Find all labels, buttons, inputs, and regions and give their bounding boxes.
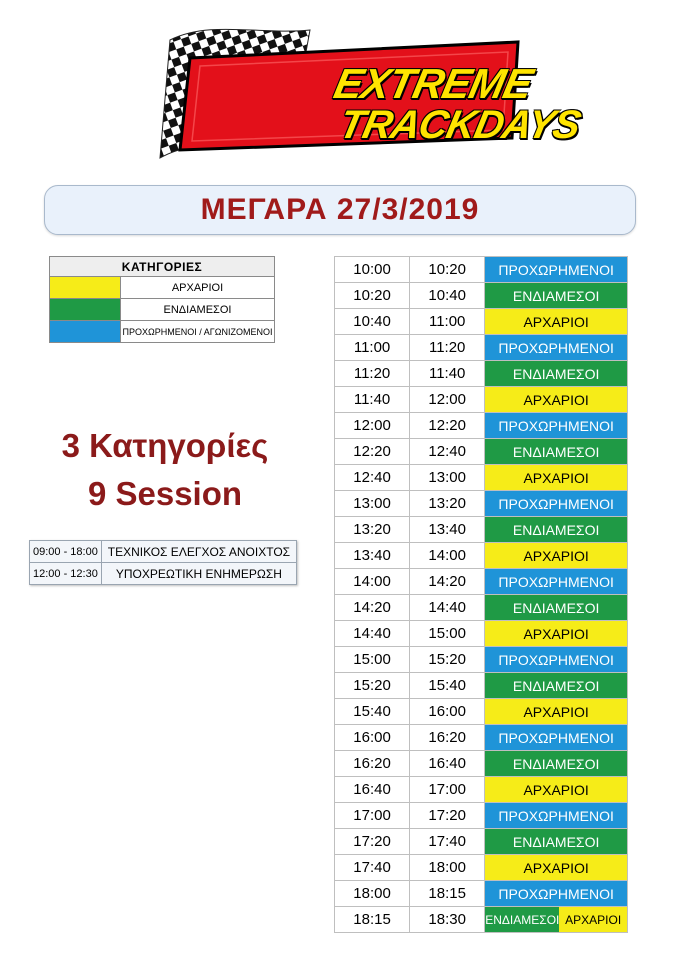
session-start: 15:20 (335, 673, 410, 699)
title-bar (44, 185, 636, 235)
session-end: 14:00 (410, 543, 485, 569)
session-end: 17:00 (410, 777, 485, 803)
session-category: ΠΡΟΧΩΡΗΜΕΝΟΙ (485, 569, 628, 595)
schedule-row (335, 829, 628, 855)
session-end: 13:20 (410, 491, 485, 517)
session-end: 10:40 (410, 283, 485, 309)
legend-swatch-advanced (50, 321, 121, 343)
session-category: ΕΝΔΙΑΜΕΣΟΙ (485, 595, 628, 621)
session-start: 15:00 (335, 647, 410, 673)
schedule-row (335, 439, 628, 465)
schedule-row (335, 881, 628, 907)
extreme-trackdays-logo (140, 20, 584, 165)
info-text: ΤΕΧΝΙΚΟΣ ΕΛΕΓΧΟΣ ΑΝΟΙΧΤΟΣ (101, 541, 296, 563)
logo-word-extreme: EXTREME (330, 60, 537, 107)
session-end: 12:40 (410, 439, 485, 465)
session-start: 16:40 (335, 777, 410, 803)
schedule-row (335, 569, 628, 595)
info-table (29, 540, 297, 585)
schedule-row (335, 751, 628, 777)
session-end: 15:20 (410, 647, 485, 673)
session-category: ΑΡΧΑΡΙΟΙ (485, 309, 628, 335)
schedule-row (335, 517, 628, 543)
schedule-row (335, 673, 628, 699)
session-category: ΠΡΟΧΩΡΗΜΕΝΟΙ (485, 413, 628, 439)
summary-sessions: 9 Session (87, 475, 243, 512)
session-start: 11:20 (335, 361, 410, 387)
session-end: 15:40 (410, 673, 485, 699)
session-category: ΠΡΟΧΩΡΗΜΕΝΟΙ (485, 803, 628, 829)
schedule-row (335, 361, 628, 387)
session-start: 17:00 (335, 803, 410, 829)
session-category: ΑΡΧΑΡΙΟΙ (485, 465, 628, 491)
logo-word-trackdays: TRACKDAYS (335, 103, 584, 147)
session-end: 13:00 (410, 465, 485, 491)
schedule-row (335, 803, 628, 829)
session-start: 14:20 (335, 595, 410, 621)
schedule-row (335, 413, 628, 439)
session-start: 11:00 (335, 335, 410, 361)
session-category: ΑΡΧΑΡΙΟΙ (485, 543, 628, 569)
schedule-row (335, 335, 628, 361)
legend-row-advanced (50, 321, 275, 343)
schedule-row (335, 309, 628, 335)
session-category: ΑΡΧΑΡΙΟΙ (485, 621, 628, 647)
session-start: 16:00 (335, 725, 410, 751)
session-category-split (485, 907, 628, 933)
session-start: 13:40 (335, 543, 410, 569)
legend-label-intermediate: ΕΝΔΙΑΜΕΣΟΙ (121, 299, 275, 321)
session-start: 18:15 (335, 907, 410, 933)
session-end: 15:00 (410, 621, 485, 647)
info-time: 12:00 - 12:30 (30, 563, 102, 585)
session-start: 13:00 (335, 491, 410, 517)
session-category: ΑΡΧΑΡΙΟΙ (485, 387, 628, 413)
session-end: 16:20 (410, 725, 485, 751)
session-category: ΑΡΧΑΡΙΟΙ (485, 855, 628, 881)
session-category: ΠΡΟΧΩΡΗΜΕΝΟΙ (485, 725, 628, 751)
session-start: 17:40 (335, 855, 410, 881)
session-start: 11:40 (335, 387, 410, 413)
schedule-row (335, 595, 628, 621)
schedule-row (335, 543, 628, 569)
schedule-row (335, 725, 628, 751)
session-end: 11:20 (410, 335, 485, 361)
session-start: 12:40 (335, 465, 410, 491)
schedule-row (335, 491, 628, 517)
session-start: 15:40 (335, 699, 410, 725)
session-category: ΕΝΔΙΑΜΕΣΟΙ (485, 751, 628, 777)
session-start: 14:00 (335, 569, 410, 595)
session-end: 18:30 (410, 907, 485, 933)
session-category: ΠΡΟΧΩΡΗΜΕΝΟΙ (485, 491, 628, 517)
session-end: 17:40 (410, 829, 485, 855)
session-end: 12:00 (410, 387, 485, 413)
session-end: 17:20 (410, 803, 485, 829)
session-end: 16:00 (410, 699, 485, 725)
schedule-row (335, 387, 628, 413)
session-start: 14:40 (335, 621, 410, 647)
session-end: 18:15 (410, 881, 485, 907)
session-category: ΕΝΔΙΑΜΕΣΟΙ (485, 673, 628, 699)
schedule-row (335, 855, 628, 881)
session-end: 13:40 (410, 517, 485, 543)
schedule-row (335, 257, 628, 283)
schedule-row (335, 699, 628, 725)
session-category: ΕΝΔΙΑΜΕΣΟΙ (485, 829, 628, 855)
legend-row-beginner (50, 277, 275, 299)
session-end: 10:20 (410, 257, 485, 283)
session-end: 12:20 (410, 413, 485, 439)
session-start: 12:20 (335, 439, 410, 465)
schedule-row (335, 647, 628, 673)
session-category-beginner: ΑΡΧΑΡΙΟΙ (559, 907, 627, 932)
session-end: 18:00 (410, 855, 485, 881)
session-category: ΕΝΔΙΑΜΕΣΟΙ (485, 361, 628, 387)
schedule-row (335, 283, 628, 309)
session-end: 16:40 (410, 751, 485, 777)
session-end: 11:40 (410, 361, 485, 387)
page-title: ΜΕΓΑΡΑ 27/3/2019 (200, 193, 480, 226)
legend-header: ΚΑΤΗΓΟΡΙΕΣ (50, 257, 275, 277)
session-category: ΠΡΟΧΩΡΗΜΕΝΟΙ (485, 335, 628, 361)
schedule-body (335, 257, 628, 907)
categories-legend (49, 256, 275, 343)
legend-label-advanced: ΠΡΟΧΩΡΗΜΕΝΟΙ / ΑΓΩΝΙΖΟΜΕΝΟΙ (121, 321, 275, 343)
session-category: ΑΡΧΑΡΙΟΙ (485, 699, 628, 725)
schedule-table (334, 256, 628, 933)
legend-row-intermediate (50, 299, 275, 321)
session-category: ΕΝΔΙΑΜΕΣΟΙ (485, 517, 628, 543)
session-category: ΠΡΟΧΩΡΗΜΕΝΟΙ (485, 881, 628, 907)
schedule-row (335, 777, 628, 803)
session-start: 12:00 (335, 413, 410, 439)
info-text: ΥΠΟΧΡΕΩΤΙΚΗ ΕΝΗΜΕΡΩΣΗ (101, 563, 296, 585)
session-end: 14:20 (410, 569, 485, 595)
session-category-intermediate: ΕΝΔΙΑΜΕΣΟΙ (485, 907, 559, 932)
session-end: 11:00 (410, 309, 485, 335)
schedule-row (335, 465, 628, 491)
session-category: ΠΡΟΧΩΡΗΜΕΝΟΙ (485, 257, 628, 283)
info-row (30, 563, 297, 585)
session-start: 10:40 (335, 309, 410, 335)
legend-swatch-intermediate (50, 299, 121, 321)
session-category: ΕΝΔΙΑΜΕΣΟΙ (485, 439, 628, 465)
session-start: 10:20 (335, 283, 410, 309)
session-start: 17:20 (335, 829, 410, 855)
session-category: ΑΡΧΑΡΙΟΙ (485, 777, 628, 803)
summary-categories: 3 Κατηγορίες (61, 427, 269, 464)
schedule-row (335, 621, 628, 647)
session-category: ΠΡΟΧΩΡΗΜΕΝΟΙ (485, 647, 628, 673)
info-time: 09:00 - 18:00 (30, 541, 102, 563)
session-start: 13:20 (335, 517, 410, 543)
session-end: 14:40 (410, 595, 485, 621)
legend-label-beginner: ΑΡΧΑΡΙΟΙ (121, 277, 275, 299)
session-start: 18:00 (335, 881, 410, 907)
legend-swatch-beginner (50, 277, 121, 299)
info-row (30, 541, 297, 563)
session-start: 10:00 (335, 257, 410, 283)
session-category: ΕΝΔΙΑΜΕΣΟΙ (485, 283, 628, 309)
session-start: 16:20 (335, 751, 410, 777)
schedule-row-last (335, 907, 628, 933)
